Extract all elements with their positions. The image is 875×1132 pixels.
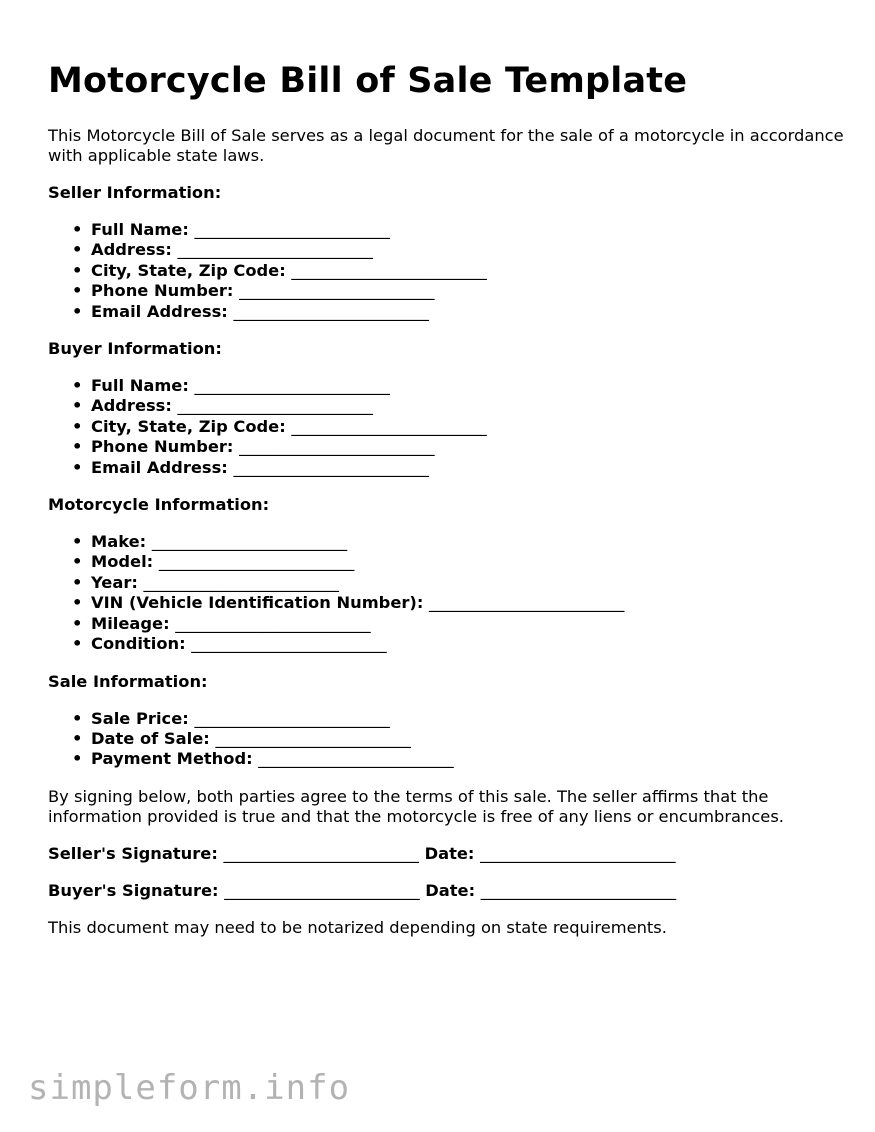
list-item [91, 302, 848, 322]
seller-signature-row [48, 844, 848, 864]
seller-phone-label: Phone Number: [91, 281, 234, 301]
list-item [91, 749, 848, 769]
buyer-address-label: Address: [91, 396, 172, 416]
list-item [91, 261, 848, 281]
seller-city-state-zip-label: City, State, Zip Code: [91, 260, 286, 280]
buyer-email-blank: ________________________ [233, 457, 429, 477]
seller-signature-blank: ________________________ [223, 843, 419, 863]
mileage-blank: ________________________ [175, 613, 371, 633]
make-blank: ________________________ [151, 532, 348, 552]
notarization-note: This document may need to be notarized depending on state requirements. [48, 917, 667, 937]
buyer-signature-label: Buyer's Signature: [48, 880, 219, 900]
buyer-date-label: Date: [425, 880, 476, 900]
list-item [91, 220, 848, 240]
buyer-email-label: Email Address: [91, 457, 228, 477]
list-item [91, 614, 848, 634]
year-label: Year: [91, 572, 138, 592]
sale-fields-list [48, 709, 848, 770]
buyer-full-name-label: Full Name: [91, 376, 189, 396]
buyer-date-blank: ________________________ [480, 880, 677, 900]
seller-signature-label: Seller's Signature: [48, 843, 218, 863]
vin-blank: ________________________ [429, 593, 625, 613]
buyer-phone-blank: ________________________ [239, 437, 435, 457]
payment-method-blank: ________________________ [258, 749, 454, 769]
list-item [91, 437, 848, 457]
intro-paragraph: This Motorcycle Bill of Sale serves as a legal document for the sale of a motorcycle in accordance with applicable state laws. [48, 126, 844, 165]
seller-date-label: Date: [424, 843, 475, 863]
list-item [91, 729, 848, 749]
list-item [91, 709, 848, 729]
buyer-signature-row [48, 881, 848, 901]
list-item [91, 396, 848, 416]
condition-blank: ________________________ [191, 634, 387, 654]
mileage-label: Mileage: [91, 613, 170, 633]
model-blank: ________________________ [158, 552, 355, 572]
list-item [91, 240, 848, 260]
buyer-signature-blank: ________________________ [224, 880, 420, 900]
seller-address-blank: ________________________ [177, 240, 373, 260]
closing-paragraph: By signing below, both parties agree to the terms of this sale. The seller affirms that the information provided is true and that the motorcycle is free of any liens or encumbrances. [48, 786, 784, 826]
list-item [91, 458, 848, 478]
document-page [48, 56, 848, 938]
date-of-sale-blank: ________________________ [215, 728, 411, 748]
model-label: Model: [91, 552, 154, 572]
seller-address-label: Address: [91, 240, 172, 260]
seller-city-state-zip-blank: ________________________ [291, 260, 487, 280]
list-item [91, 552, 848, 572]
seller-email-label: Email Address: [91, 301, 228, 321]
document-title: Motorcycle Bill of Sale Template [48, 61, 688, 101]
list-item [91, 376, 848, 396]
list-item [91, 593, 848, 613]
buyer-phone-label: Phone Number: [91, 437, 234, 457]
vin-label: VIN (Vehicle Identification Number): [91, 593, 424, 613]
seller-full-name-blank: ________________________ [194, 220, 390, 239]
seller-phone-blank: ________________________ [239, 281, 435, 301]
buyer-full-name-blank: ________________________ [194, 376, 390, 396]
sale-price-blank: ________________________ [194, 708, 390, 728]
sale-section-title: Sale Information: [48, 671, 208, 691]
date-of-sale-label: Date of Sale: [91, 728, 210, 748]
seller-full-name-label: Full Name: [91, 220, 189, 239]
payment-method-label: Payment Method: [91, 749, 253, 769]
buyer-city-state-zip-label: City, State, Zip Code: [91, 416, 286, 436]
watermark: simpleform.info [28, 1068, 351, 1108]
buyer-section-title: Buyer Information: [48, 339, 222, 359]
list-item [91, 573, 848, 593]
seller-section-title: Seller Information: [48, 183, 222, 202]
sale-price-label: Sale Price: [91, 708, 189, 728]
year-blank: ________________________ [143, 572, 339, 592]
buyer-address-blank: ________________________ [177, 396, 373, 416]
seller-date-blank: ________________________ [480, 843, 676, 863]
list-item [91, 532, 848, 552]
motorcycle-section-title: Motorcycle Information: [48, 495, 270, 515]
buyer-city-state-zip-blank: ________________________ [291, 416, 487, 436]
list-item [91, 417, 848, 437]
list-item [91, 281, 848, 301]
make-label: Make: [91, 532, 147, 552]
buyer-fields-list [48, 376, 848, 478]
seller-email-blank: ________________________ [233, 301, 429, 321]
motorcycle-fields-list [48, 532, 848, 654]
condition-label: Condition: [91, 634, 186, 654]
seller-fields-list [48, 220, 848, 322]
list-item [91, 634, 848, 654]
